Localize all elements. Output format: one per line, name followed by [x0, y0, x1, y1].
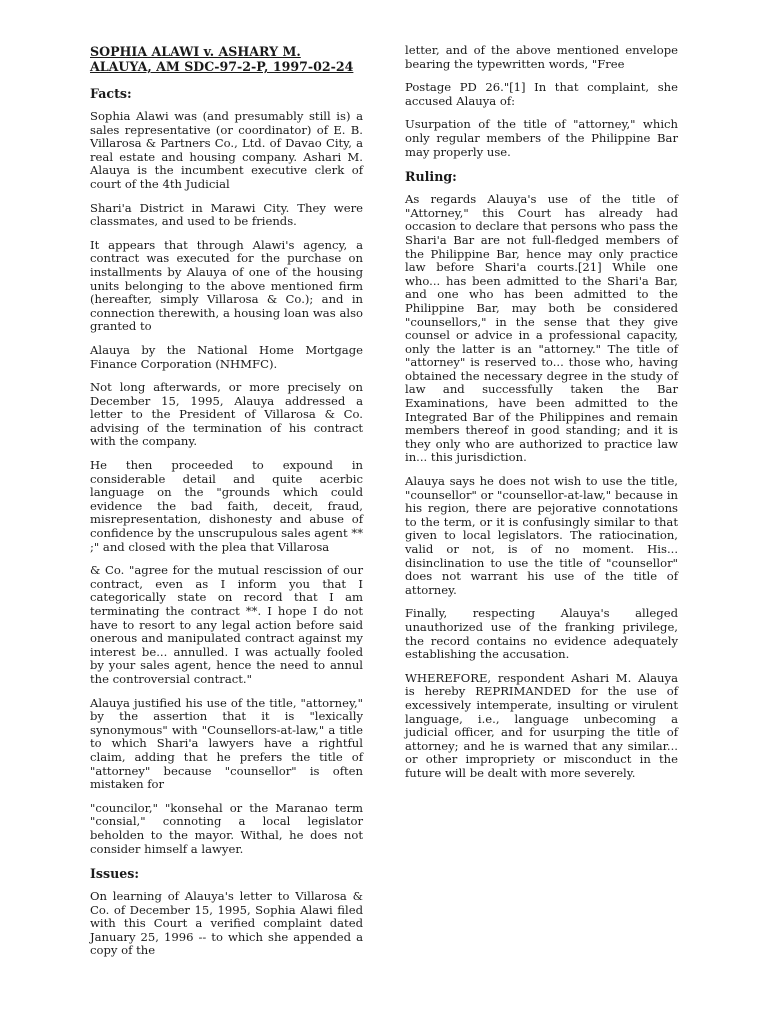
issues-paragraph: Postage PD 26."[1] In that complaint, she accused Alauya of:	[405, 80, 678, 108]
left-column	[90, 44, 363, 968]
case-title: SOPHIA ALAWI v. ASHARY M. ALAUYA, AM SDC-97-2-P, 1997-02-24	[90, 44, 354, 74]
facts-paragraph: Shari'a District in Marawi City. They were classmates, and used to be friends.	[90, 200, 363, 229]
facts-paragraph: Not long afterwards, or more precisely on December 15, 1995, Alauya addressed a letter to the President of Villarosa & Co. advising of the termination of his contract with the company.	[90, 380, 363, 449]
facts-paragraph: & Co. "agree for the mutual rescission of our contract, even as I inform you that I categorically state on record that I am terminating the contract **. I hope I do not have to resort to any legal action before said onerous and manipulated contract against my interest be... annulled. I was actually fooled by your sales agent, hence the need to annul the controversial contract."	[90, 563, 363, 686]
facts-paragraph: He then proceeded to expound in considerable detail and quite acerbic language on the "grounds which could evidence the bad faith, deceit, fraud, misrepresentation, dishonesty and abuse of confidence by the unscrupulous sales agent ** ;" and closed with the plea that Villarosa	[90, 458, 363, 554]
issues-paragraph: On learning of Alauya's letter to Villarosa & Co. of December 15, 1995, Sophia Alawi filed with this Court a verified complaint dated January 25, 1996 -- to which she appended a copy of the	[90, 889, 363, 958]
ruling-paragraph: WHEREFORE, respondent Ashari M. Alauya is hereby REPRIMANDED for the use of excessively intemperate, insulting or virulent language, i.e., language unbecoming a judicial officer, and for usurping the title of attorney; and he is warned that any similar... or other impropriety or misconduct in the future will be dealt with more severely.	[405, 670, 678, 780]
issues-paragraph: Usurpation of the title of "attorney," which only regular members of the Philippine Bar may properly use.	[405, 117, 678, 159]
facts-paragraph: Alauya justified his use of the title, "attorney," by the assertion that it is "lexically synonymous" with "Counsellors-at-law," a title to which Shari'a lawyers have a rightful claim, adding that he prefers the title of "attorney" because "counsellor" is often mistaken for	[90, 695, 363, 792]
ruling-paragraph: Alauya says he does not wish to use the title, "counsellor" or "counsellor-at-law," because in his region, there are pejorative connotations to the term, or it is confusingly similar to that given to local legislators. The ratiocination, valid or not, is of no moment. His... disinclination to use the title of "counsellor" does not warrant his use of the title of attorney.	[405, 474, 678, 597]
ruling-paragraph: Finally, respecting Alauya's alleged unauthorized use of the franking privilege, the record contains no evidence adequately establishing the accusation.	[405, 606, 678, 662]
facts-paragraph: Sophia Alawi was (and presumably still is) a sales representative (or coordinator) of E. B. Villarosa & Partners Co., Ltd. of Davao City, a real estate and housing company. Ashari M. Alauya is the incumbent executive clerk of court of the 4th Judicial	[90, 109, 363, 191]
facts-heading: Facts:	[90, 86, 132, 101]
issues-heading: Issues:	[90, 866, 139, 882]
ruling-heading: Ruling:	[405, 169, 457, 185]
ruling-paragraph: As regards Alauya's use of the title of "Attorney," this Court has already had occasion to declare that persons who pass the Shari'a Bar are not full-fledged members of the Philippine Bar, hence may only practice law before Shari'a courts.[21] While one who... has been admitted to the Shari'a Bar, and one who has been admitted to the Philippine Bar, may both be considered "counsellors," in the sense that they give counsel or advice in a professional capacity, only the latter is an "attorney." The title of "attorney" is reserved to... those who, having obtained the necessary degree in the study of law and successfully taken the Bar Examinations, have been admitted to the Integrated Bar of the Philippines and remain members thereof in good standing; and it is they only who are authorized to practice law in... this jurisdiction.	[405, 192, 678, 465]
facts-paragraph: Alauya by the National Home Mortgage Finance Corporation (NHMFC).	[90, 342, 363, 371]
right-column	[405, 44, 678, 791]
facts-paragraph: "councilor," "konsehal or the Maranao term "consial," connoting a local legislator beholden to the mayor. Withal, he does not consider himself a lawyer.	[90, 800, 363, 856]
issues-paragraph: letter, and of the above mentioned envelope bearing the typewritten words, "Free	[405, 43, 678, 71]
facts-paragraph: It appears that through Alawi's agency, a contract was executed for the purchase on installments by Alauya of one of the housing units belonging to the above mentioned firm (hereafter, simply Villarosa & Co.); and in connection therewith, a housing loan was also granted to	[90, 237, 363, 334]
